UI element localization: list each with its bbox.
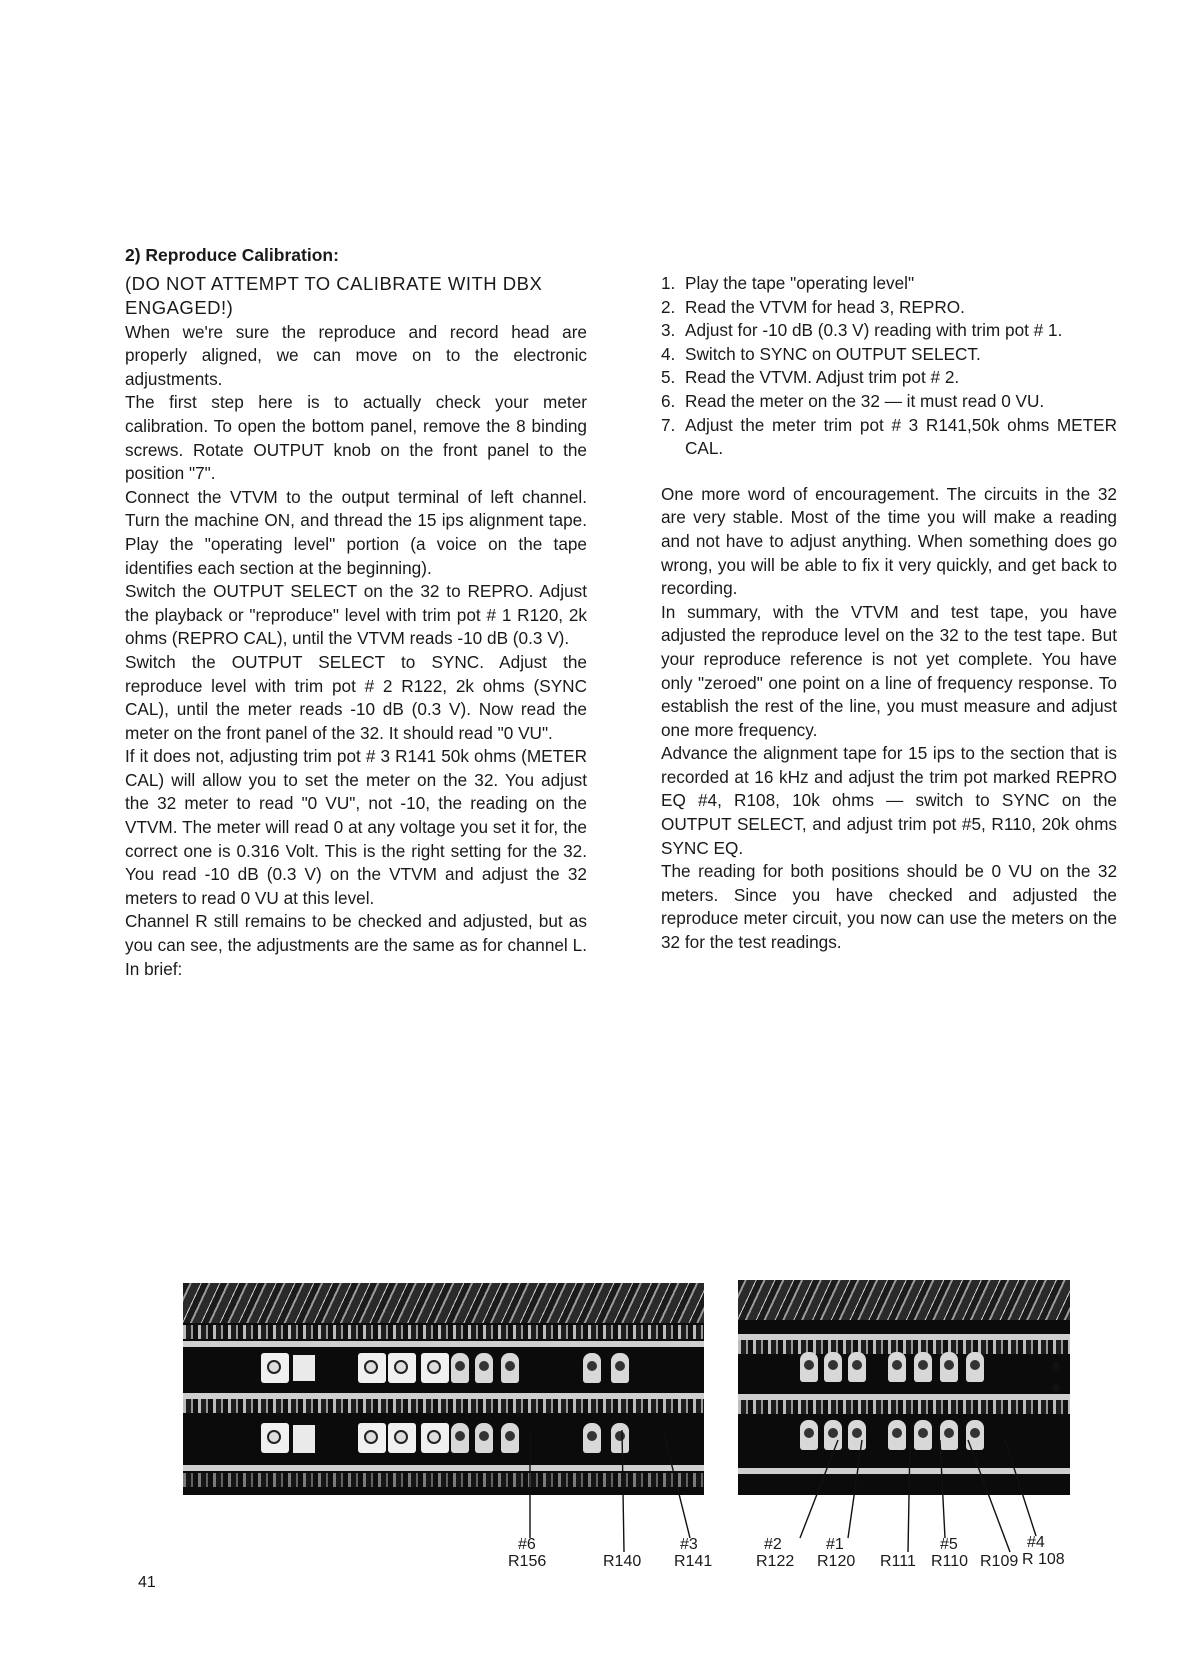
list-item: 6. Read the meter on the 32 — it must read 0 VU.: [661, 390, 1045, 411]
step-list: [661, 272, 1117, 461]
callout-r156: R156: [508, 1553, 547, 1570]
callout-r140: R140: [603, 1553, 642, 1570]
hole-dot: [1052, 1384, 1060, 1392]
callout-n2: #2: [764, 1536, 782, 1553]
list-item: 3. Adjust for -10 dB (0.3 V) reading with trim pot # 1.: [661, 320, 1063, 341]
paragraph: Switch the OUTPUT SELECT on the 32 to REPRO. Adjust the playback or "reproduce" level with trim pot # 1 R120, 2k ohms (REPRO CAL), until the VTVM reads -10 dB (0.3 V).: [125, 581, 587, 649]
page-number: 41: [138, 1574, 156, 1591]
callout-n5: #5: [940, 1536, 958, 1553]
section-heading: 2) Reproduce Calibration:: [125, 245, 339, 265]
hole-dot: [1052, 1362, 1060, 1370]
callout-r122: R122: [756, 1553, 795, 1570]
list-item: 5. Read the VTVM. Adjust trim pot # 2.: [661, 367, 960, 388]
paragraph: Advance the alignment tape for 15 ips to the section that is recorded at 16 kHz and adjust the trim pot marked REPRO EQ #4, R108, 10k ohms — switch to SYNC on the OUTPUT SELECT, and adjust trim pot #5, R110, 20k ohms SYNC EQ.: [661, 743, 1117, 858]
paragraph: Channel R still remains to be checked and adjusted, but as you can see, the adjustments are the same as for channel L. In brief:: [125, 911, 587, 979]
warning-text: (DO NOT ATTEMPT TO CALIBRATE WITH DBX ENGAGED!): [125, 272, 543, 318]
callout-n3: #3: [680, 1536, 698, 1553]
callout-n4: #4: [1027, 1534, 1045, 1551]
paragraph: Connect the VTVM to the output terminal of left channel. Turn the machine ON, and thread the 15 ips alignment tape. Play the "operating level" portion (a voice on the tape identifies each section at the beginning).: [125, 486, 587, 578]
list-item: 1. Play the tape "operating level": [661, 273, 915, 293]
paragraph: In summary, with the VTVM and test tape, you have adjusted the reproduce level on the 32 to the test tape. But your reproduce reference is not yet complete. You have only "zeroed" one point on a line of frequency response. To establish the rest of the line, you must measure and adjust one more frequency.: [661, 601, 1117, 740]
paragraph: The reading for both positions should be 0 VU on the 32 meters. Since you have checked and adjusted the reproduce meter circuit, you now can use the meters on the 32 for the test readings.: [661, 861, 1117, 953]
callout-r108: R 108: [1022, 1551, 1065, 1568]
callout-n6: #6: [518, 1536, 536, 1553]
list-item: 4. Switch to SYNC on OUTPUT SELECT.: [661, 343, 981, 364]
callout-r110: R110: [931, 1553, 969, 1570]
paragraph: One more word of encouragement. The circuits in the 32 are very stable. Most of the time you will make a reading and not have to adjust anything. When something does go wrong, you will be able to fix it very quickly, and get back to recording.: [661, 483, 1117, 599]
paragraph: When we're sure the reproduce and record head are properly aligned, we can move on to the electronic adjustments.: [125, 321, 587, 389]
callout-r111: R111: [880, 1553, 916, 1570]
callout-r109: R109: [980, 1553, 1019, 1570]
circuit-board-photo-right: [738, 1280, 1070, 1495]
circuit-board-photo-left: [183, 1283, 704, 1495]
callout-r141: R141: [674, 1553, 713, 1570]
left-column: [125, 244, 587, 981]
right-column: [661, 272, 1117, 955]
paragraph: If it does not, adjusting trim pot # 3 R141 50k ohms (METER CAL) will allow you to set the meter on the 32. You adjust the 32 meter to read "0 VU", not -10, the reading on the VTVM. The meter will read 0 at any voltage you set it for, the correct one is 0.316 Volt. This is the right setting for the 32. You read -10 dB (0.3 V) on the VTVM and adjust the 32 meters to read 0 VU at this level.: [125, 746, 587, 908]
paragraph: Switch the OUTPUT SELECT to SYNC. Adjust the reproduce level with trim pot # 2 R122, 2k ohms (SYNC CAL), until the meter reads -10 dB (0.3 V). Now read the meter on the front panel of the 32. It should read "0 VU".: [125, 651, 587, 743]
list-item: 2. Read the VTVM for head 3, REPRO.: [661, 296, 965, 317]
callout-r120: R120: [817, 1553, 856, 1570]
callout-n1: #1: [826, 1536, 844, 1553]
paragraph: The first step here is to actually check your meter calibration. To open the bottom panel, remove the 8 binding screws. Rotate OUTPUT knob on the front panel to the position "7".: [125, 392, 587, 484]
list-item: 7. Adjust the meter trim pot # 3 R141,50k ohms METER CAL.: [661, 414, 1117, 459]
